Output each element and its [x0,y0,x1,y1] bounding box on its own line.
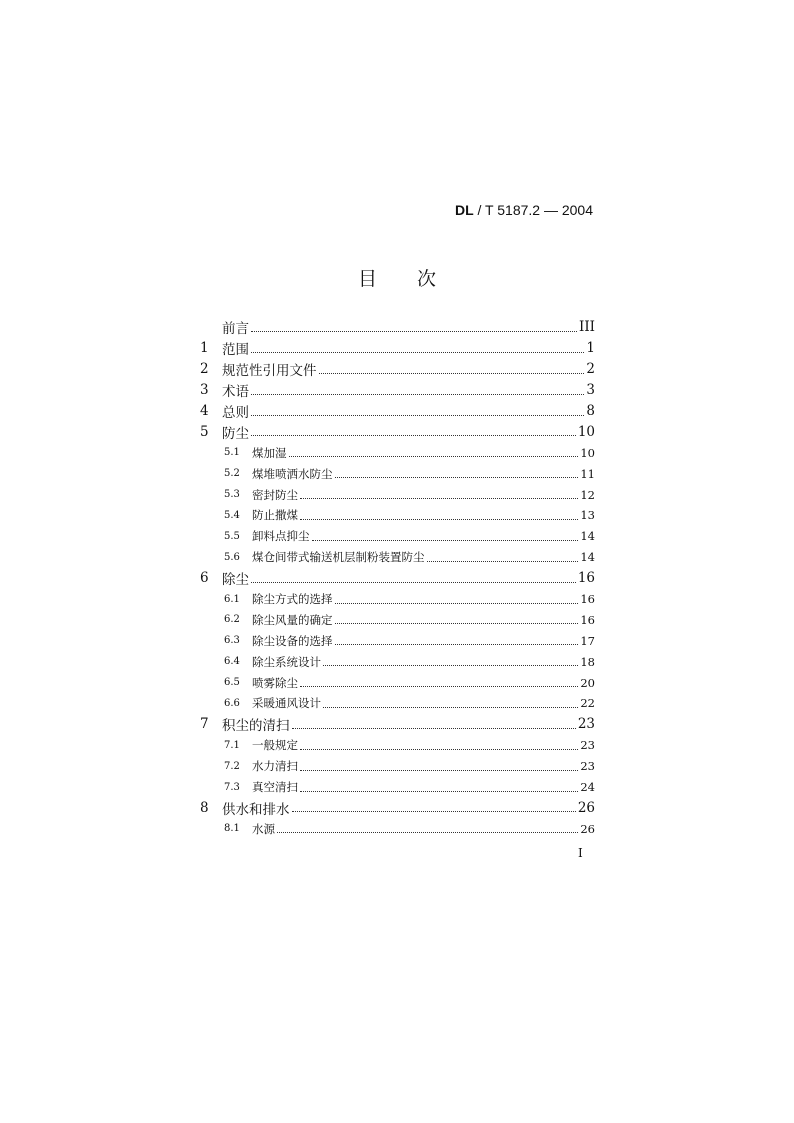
toc-entry-number: 8.1 [224,823,240,835]
document-code-number: / T 5187.2 — 2004 [473,202,593,218]
toc-entry-title: 煤堆喷洒水防尘 [252,466,333,481]
toc-entry-page: 23 [580,738,595,753]
toc-entry[interactable] [200,421,595,442]
toc-entry-title: 真空清扫 [252,780,298,795]
toc-entry-number: 7.2 [224,760,240,772]
toc-dot-leader [300,686,578,687]
toc-entry-number: 8 [200,799,209,816]
toc-entry-number: 5.1 [224,447,240,459]
toc-entry-page: III [579,319,595,336]
toc-dot-leader [323,665,578,666]
page-title: 目次 [357,268,476,290]
toc-entry-title: 卸料点抑尘 [252,529,310,544]
toc-entry[interactable] [200,484,595,505]
toc-entry-page: 24 [580,780,595,795]
toc-entry-number: 6.6 [224,697,240,709]
toc-entry-number: 7.3 [224,781,240,793]
toc-entry-page: 12 [580,487,595,502]
toc-dot-leader [300,749,578,750]
toc-entry-page: 22 [580,696,595,711]
toc-entry-title: 采暖通风设计 [252,696,321,711]
toc-entry-title: 除尘 [222,572,249,589]
toc-entry[interactable] [200,672,595,693]
toc-entry-number: 6.1 [224,593,240,605]
toc-entry-number: 5.2 [224,468,240,480]
toc-entry-title: 除尘设备的选择 [252,633,333,648]
toc-entry-title: 煤加湿 [252,445,287,460]
toc-dot-leader [335,477,579,478]
toc-entry-page: 23 [577,716,595,733]
toc-entry-number: 6.2 [224,614,240,626]
toc-dot-leader [277,832,578,833]
toc-entry-title: 前言 [222,321,249,338]
toc-entry-number: 4 [200,403,209,419]
toc-entry[interactable] [200,714,595,735]
table-of-contents [200,317,595,839]
toc-entry-page: 26 [580,821,595,836]
toc-entry-number: 6.5 [224,677,240,689]
toc-dot-leader [300,791,578,792]
toc-entry-number: 5.6 [224,551,240,563]
toc-entry[interactable] [200,317,595,338]
toc-entry-number: 5.3 [224,489,240,501]
toc-dot-leader [300,519,578,520]
toc-entry-title: 除尘方式的选择 [252,592,333,607]
document-code [455,202,593,218]
toc-entry-page: 13 [580,508,595,523]
toc-entry-number: 5.5 [224,530,240,542]
toc-entry-number: 5 [200,423,209,440]
toc-entry-page: 2 [586,361,595,378]
toc-dot-leader [427,561,579,562]
toc-entry-title: 防尘 [222,425,249,442]
toc-entry-title: 水源 [252,821,275,836]
toc-dot-leader [335,644,579,645]
toc-dot-leader [251,582,576,583]
toc-entry-title: 术语 [222,384,249,401]
toc-entry[interactable] [200,505,595,526]
toc-dot-leader [251,415,584,416]
toc-entry[interactable] [200,818,595,839]
toc-entry-page: 10 [580,445,595,460]
toc-entry-page: 16 [580,612,595,627]
toc-entry-page: 11 [580,466,595,481]
toc-dot-leader [300,498,578,499]
toc-entry[interactable] [200,693,595,714]
toc-entry-page: 18 [580,654,595,669]
toc-entry[interactable] [200,797,595,818]
toc-entry[interactable] [200,589,595,610]
toc-entry-page: 8 [586,403,595,419]
toc-entry-page: 1 [586,340,595,357]
toc-entry-number: 1 [200,340,209,357]
toc-dot-leader [300,770,578,771]
toc-dot-leader [251,352,584,353]
toc-entry-page: 3 [586,382,595,399]
toc-entry-page: 10 [577,423,595,440]
toc-entry-page: 17 [580,633,595,648]
toc-entry-title: 防止撒煤 [252,508,298,523]
document-code-prefix: DL [454,202,474,218]
toc-entry-title: 密封防尘 [252,487,298,502]
toc-dot-leader [335,603,579,604]
toc-entry[interactable] [200,359,595,380]
toc-entry-title: 总则 [222,405,249,421]
toc-entry[interactable] [200,547,595,568]
toc-entry-title: 喷雾除尘 [252,675,298,690]
toc-entry-number: 2 [200,361,209,378]
toc-entry-number: 7 [200,716,209,733]
toc-dot-leader [292,811,576,812]
toc-entry-title: 供水和排水 [222,801,290,818]
toc-entry[interactable] [200,756,595,777]
toc-entry[interactable] [200,401,595,422]
toc-entry-page: 14 [580,529,595,544]
toc-dot-leader [251,331,577,332]
toc-entry[interactable] [200,380,595,401]
toc-entry-page: 26 [577,799,595,816]
toc-dot-leader [312,540,579,541]
toc-entry[interactable] [200,777,595,798]
toc-entry[interactable] [200,630,595,651]
toc-entry-page: 14 [580,550,595,565]
toc-entry[interactable] [200,338,595,359]
toc-entry-page: 16 [577,570,595,587]
toc-entry-page: 20 [580,675,595,690]
toc-entry-title: 一般规定 [252,738,298,753]
toc-entry[interactable] [200,442,595,463]
toc-entry-title: 范围 [222,342,249,359]
toc-dot-leader [319,373,585,374]
toc-entry-number: 6.4 [224,656,240,668]
toc-entry-title: 水力清扫 [252,759,298,774]
toc-dot-leader [251,394,584,395]
toc-entry[interactable] [200,651,595,672]
toc-entry-page: 23 [580,759,595,774]
toc-entry-title: 积尘的清扫 [222,718,290,735]
toc-entry[interactable] [200,526,595,547]
toc-dot-leader [323,707,578,708]
toc-entry-number: 3 [200,382,209,399]
toc-entry[interactable] [200,463,595,484]
page-number: I [578,846,583,860]
toc-entry-number: 7.1 [224,739,240,751]
toc-entry-number: 6 [200,570,209,587]
toc-entry-number: 5.4 [224,509,240,521]
toc-dot-leader [251,435,576,436]
toc-entry[interactable] [200,609,595,630]
toc-entry-number: 6.3 [224,635,240,647]
toc-entry-title: 规范性引用文件 [222,363,317,380]
toc-entry[interactable] [200,735,595,756]
toc-entry-title: 除尘风量的确定 [252,612,333,627]
toc-entry[interactable] [200,568,595,589]
toc-dot-leader [289,456,579,457]
toc-dot-leader [335,623,579,624]
toc-entry-title: 煤仓间带式输送机层制粉装置防尘 [252,550,425,565]
toc-entry-title: 除尘系统设计 [252,654,321,669]
toc-entry-page: 16 [580,592,595,607]
toc-dot-leader [292,728,576,729]
